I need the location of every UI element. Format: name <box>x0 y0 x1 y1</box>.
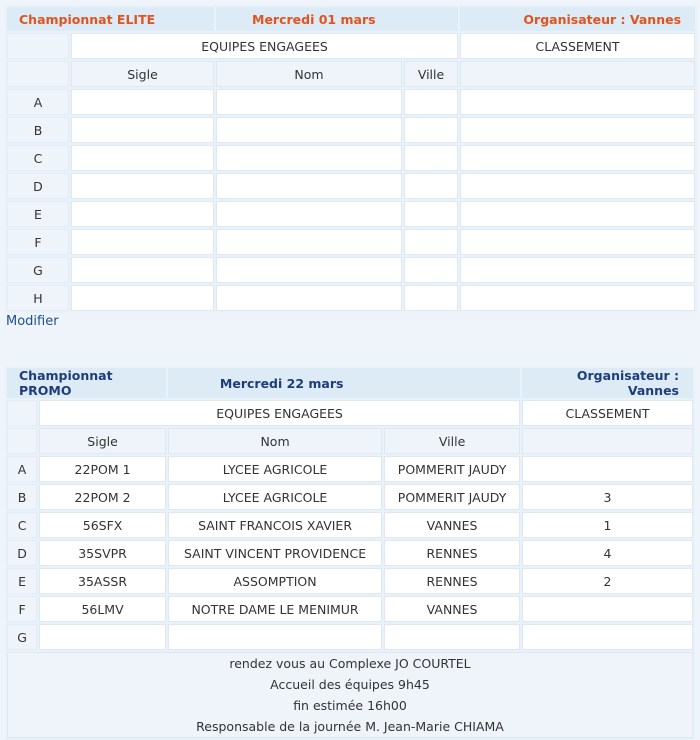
team-sigle: 22POM 1 <box>39 456 166 482</box>
column-header-ville: Ville <box>384 428 520 454</box>
row-letter: C <box>7 512 37 538</box>
team-classement <box>522 596 693 622</box>
team-nom: LYCEE AGRICOLE <box>168 456 382 482</box>
team-sigle: 22POM 2 <box>39 484 166 510</box>
equipes-engagees-header: EQUIPES ENGAGEES <box>71 33 458 59</box>
table-row <box>7 201 695 227</box>
team-classement <box>522 624 693 650</box>
table-row <box>7 540 693 566</box>
row-letter: D <box>7 173 69 199</box>
team-classement <box>460 201 695 227</box>
empty-corner-cell <box>7 428 37 454</box>
row-letter: F <box>7 229 69 255</box>
empty-corner-cell <box>7 400 37 426</box>
footer-end-time: fin estimée 16h00 <box>293 698 407 713</box>
classement-header: CLASSEMENT <box>522 400 693 426</box>
team-classement <box>522 456 693 482</box>
championship-organizer: Organisateur : Vannes <box>522 368 693 398</box>
team-sigle: 56LMV <box>39 596 166 622</box>
team-ville <box>404 173 458 199</box>
table-row <box>7 89 695 115</box>
table-row <box>7 568 693 594</box>
team-classement: 1 <box>522 512 693 538</box>
column-header-sigle: Sigle <box>39 428 166 454</box>
team-nom: LYCEE AGRICOLE <box>168 484 382 510</box>
row-letter: E <box>7 568 37 594</box>
team-sigle <box>71 229 214 255</box>
row-letter: B <box>7 484 37 510</box>
team-sigle <box>71 117 214 143</box>
team-classement <box>460 145 695 171</box>
equipes-engagees-header: EQUIPES ENGAGEES <box>39 400 520 426</box>
modifier-link[interactable]: Modifier <box>6 314 59 329</box>
team-classement <box>460 285 695 311</box>
team-nom: SAINT FRANCOIS XAVIER <box>168 512 382 538</box>
championship-organizer: Organisateur : Vannes <box>460 7 695 31</box>
team-ville <box>404 201 458 227</box>
team-nom: ASSOMPTION <box>168 568 382 594</box>
team-nom <box>216 257 402 283</box>
team-classement <box>460 173 695 199</box>
empty-corner-cell <box>7 61 69 87</box>
championship-date: Mercredi 22 mars <box>168 368 520 398</box>
team-classement: 2 <box>522 568 693 594</box>
table-row <box>7 456 693 482</box>
championship-title: Championnat PROMO <box>7 368 166 398</box>
row-letter: F <box>7 596 37 622</box>
team-classement <box>460 229 695 255</box>
team-ville <box>404 229 458 255</box>
team-sigle <box>71 173 214 199</box>
table-row <box>7 145 695 171</box>
column-header-nom: Nom <box>168 428 382 454</box>
table-row <box>7 117 695 143</box>
championnat-promo-table <box>5 366 695 740</box>
team-classement <box>460 257 695 283</box>
column-header-sigle: Sigle <box>71 61 214 87</box>
row-letter: E <box>7 201 69 227</box>
team-sigle <box>71 257 214 283</box>
team-ville: VANNES <box>384 596 520 622</box>
team-ville <box>404 89 458 115</box>
championship-date: Mercredi 01 mars <box>216 7 458 31</box>
team-sigle: 56SFX <box>39 512 166 538</box>
event-info-footer <box>7 652 693 738</box>
team-ville <box>404 285 458 311</box>
team-nom <box>216 117 402 143</box>
footer-venue: rendez vous au Complexe JO COURTEL <box>229 656 471 671</box>
team-ville <box>384 624 520 650</box>
team-ville: RENNES <box>384 568 520 594</box>
row-letter: A <box>7 89 69 115</box>
team-nom <box>216 201 402 227</box>
table-row <box>7 285 695 311</box>
team-nom: NOTRE DAME LE MENIMUR <box>168 596 382 622</box>
team-ville: VANNES <box>384 512 520 538</box>
footer-welcome-time: Accueil des équipes 9h45 <box>270 677 430 692</box>
row-letter: A <box>7 456 37 482</box>
row-letter: G <box>7 257 69 283</box>
table-row <box>7 484 693 510</box>
team-nom <box>216 89 402 115</box>
table-row <box>7 624 693 650</box>
team-ville: POMMERIT JAUDY <box>384 484 520 510</box>
table-row <box>7 257 695 283</box>
classement-header: CLASSEMENT <box>460 33 695 59</box>
team-sigle: 35SVPR <box>39 540 166 566</box>
team-sigle <box>71 89 214 115</box>
empty-corner-cell <box>7 33 69 59</box>
team-nom <box>216 173 402 199</box>
column-header-classement-blank <box>522 428 693 454</box>
team-nom <box>216 229 402 255</box>
team-ville: POMMERIT JAUDY <box>384 456 520 482</box>
row-letter: G <box>7 624 37 650</box>
table-row <box>7 512 693 538</box>
team-ville <box>404 145 458 171</box>
row-letter: B <box>7 117 69 143</box>
team-sigle <box>71 201 214 227</box>
team-sigle <box>71 145 214 171</box>
row-letter: D <box>7 540 37 566</box>
column-header-ville: Ville <box>404 61 458 87</box>
team-nom: SAINT VINCENT PROVIDENCE <box>168 540 382 566</box>
row-letter: H <box>7 285 69 311</box>
team-nom <box>216 285 402 311</box>
team-classement <box>460 89 695 115</box>
team-classement <box>460 117 695 143</box>
team-ville: RENNES <box>384 540 520 566</box>
team-classement: 3 <box>522 484 693 510</box>
championnat-elite-table <box>5 5 697 313</box>
team-ville <box>404 117 458 143</box>
team-sigle: 35ASSR <box>39 568 166 594</box>
team-nom <box>168 624 382 650</box>
team-sigle <box>39 624 166 650</box>
table-row <box>7 596 693 622</box>
team-sigle <box>71 285 214 311</box>
team-ville <box>404 257 458 283</box>
footer-responsible: Responsable de la journée M. Jean-Marie CHIAMA <box>196 719 504 734</box>
championship-title: Championnat ELITE <box>7 7 214 31</box>
row-letter: C <box>7 145 69 171</box>
table-row <box>7 173 695 199</box>
column-header-classement-blank <box>460 61 695 87</box>
column-header-nom: Nom <box>216 61 402 87</box>
team-nom <box>216 145 402 171</box>
table-row <box>7 229 695 255</box>
team-classement: 4 <box>522 540 693 566</box>
